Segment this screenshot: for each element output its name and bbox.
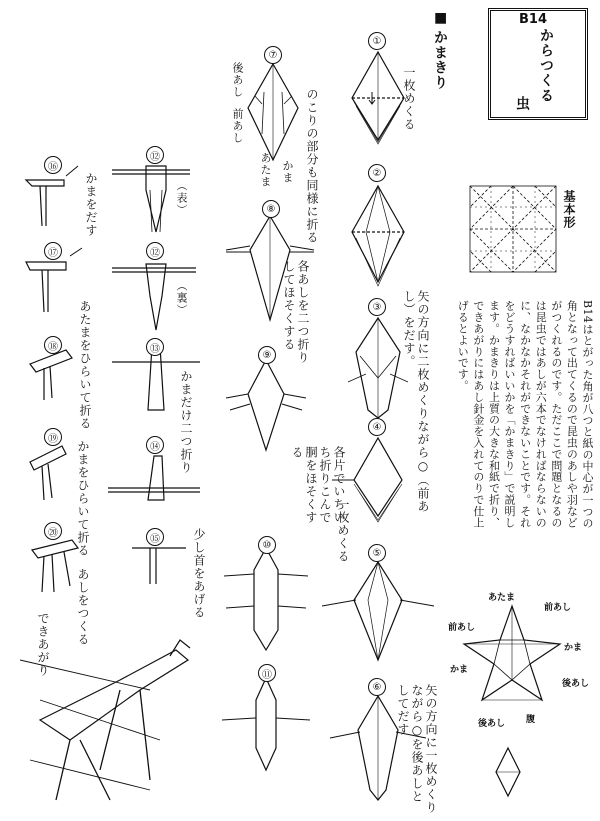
step-7-number: ⑦ [264, 46, 282, 64]
base-form-label: 基本形 [562, 190, 576, 229]
part-front-leg-left: 前あし [448, 623, 476, 633]
step-1-drawing [352, 52, 404, 144]
step-3-number: ③ [368, 298, 386, 316]
step-2-drawing [352, 186, 404, 286]
step-20-drawing [32, 540, 78, 592]
step-17-text: あたまをひらいて折る [78, 300, 92, 430]
part-hind-leg-left: 後あし [478, 719, 506, 729]
small-diamond-drawing [496, 748, 520, 796]
step-7-label-kama: かま [281, 160, 294, 184]
step-15-drawing [132, 548, 186, 584]
step-19-text: かまをひらいて折る [76, 440, 90, 557]
step-19-number: ⑲ [44, 428, 62, 446]
part-front-leg-right: 前あし [544, 603, 572, 613]
step-16-drawing [26, 166, 78, 226]
part-hara: 腹 [526, 715, 536, 725]
step-7-label-front-leg: 前あし [231, 108, 244, 144]
step-12-front-number: ⑫ [146, 146, 164, 164]
part-kama-right: かま [564, 643, 583, 653]
step-6-number: ⑥ [368, 678, 386, 696]
step-13-number: ⑬ [146, 338, 164, 356]
series-subject: 虫 [514, 96, 530, 111]
step-6-text: 矢の方向に一枚めくりながら○を後あしとしてだす [396, 684, 438, 814]
base-star-drawing [464, 606, 560, 700]
step-1-number: ① [368, 32, 386, 50]
step-12-back-number: ⑫ [146, 242, 164, 260]
step-15-text: 少し首をあげる [192, 528, 206, 619]
step-7-text: のこりの部分も同様に折る [305, 88, 319, 244]
step-5-number: ⑤ [368, 544, 386, 562]
section-marker: ■ [434, 10, 448, 26]
step-18-drawing [30, 350, 72, 400]
step-9-text: 各片でいちいち折りこんで胴をほそくする [290, 446, 346, 524]
step-12-front-tag: （表） [175, 180, 188, 216]
step-17-number: ⑰ [44, 242, 62, 260]
step-9-number: ⑨ [258, 346, 276, 364]
step-13-text: かまだけ二つ折り [179, 370, 193, 474]
step-3-drawing [348, 318, 408, 418]
base-crease-pattern [470, 186, 556, 272]
step-11-drawing [222, 678, 310, 770]
step-16-number: ⑯ [44, 156, 62, 174]
step-18-number: ⑱ [44, 336, 62, 354]
step-8-number: ⑧ [262, 200, 280, 218]
step-11-number: ⑪ [258, 664, 276, 682]
step-20-number: ⑳ [44, 522, 62, 540]
series-title: からつくる [538, 28, 554, 103]
step-7-drawing [248, 64, 298, 160]
part-hind-leg-right: 後あし [562, 679, 590, 689]
step-16-text: かまをだす [84, 172, 98, 237]
part-atama: あたま [488, 593, 516, 603]
step-15-number: ⑮ [146, 528, 164, 546]
step-9-drawing [226, 360, 306, 450]
step-1-text: 一枚めくる [402, 66, 416, 131]
step-4-text: 一枚めくる [336, 498, 350, 563]
step-4-number: ④ [368, 418, 386, 436]
step-8-text: 各あしを二つ折りしてほそくする [282, 260, 310, 364]
part-kama-left: かま [450, 665, 469, 675]
step-7-label-hind-leg: 後あし [231, 62, 244, 98]
step-2-text: 矢の方向に二枚めくりながら○（前あし）をだす。 [402, 290, 430, 513]
step-5-drawing [322, 562, 434, 660]
step-12-back-tag: （裏） [175, 280, 188, 316]
step-10-number: ⑩ [258, 536, 276, 554]
step-19-drawing [30, 446, 66, 500]
section-title: かまきり [432, 30, 448, 90]
finished-label: できあがり [36, 612, 50, 677]
base-description: B14はとがった角が八つと紙の中心が一つの角となって出てくるので昆虫のあしや羽などがつくれるのです。ただここで問題となるのは昆虫ではあしが六本でなければならないのに、なかなかそれができないことです。それをどうすればいいかを「かまきり」で説明します。かまきりは上質の大きな和紙で折り、できあがりにはあし針金を入れてのりで仕上げるとよいです。 [456, 300, 594, 529]
step-20-text: あしをつくる [76, 568, 90, 646]
step-14-number: ⑭ [146, 436, 164, 454]
step-2-number: ② [368, 164, 386, 182]
step-10-drawing [224, 548, 308, 650]
step-7-label-atama: あたま [259, 152, 272, 188]
series-code: B14 [519, 12, 547, 27]
